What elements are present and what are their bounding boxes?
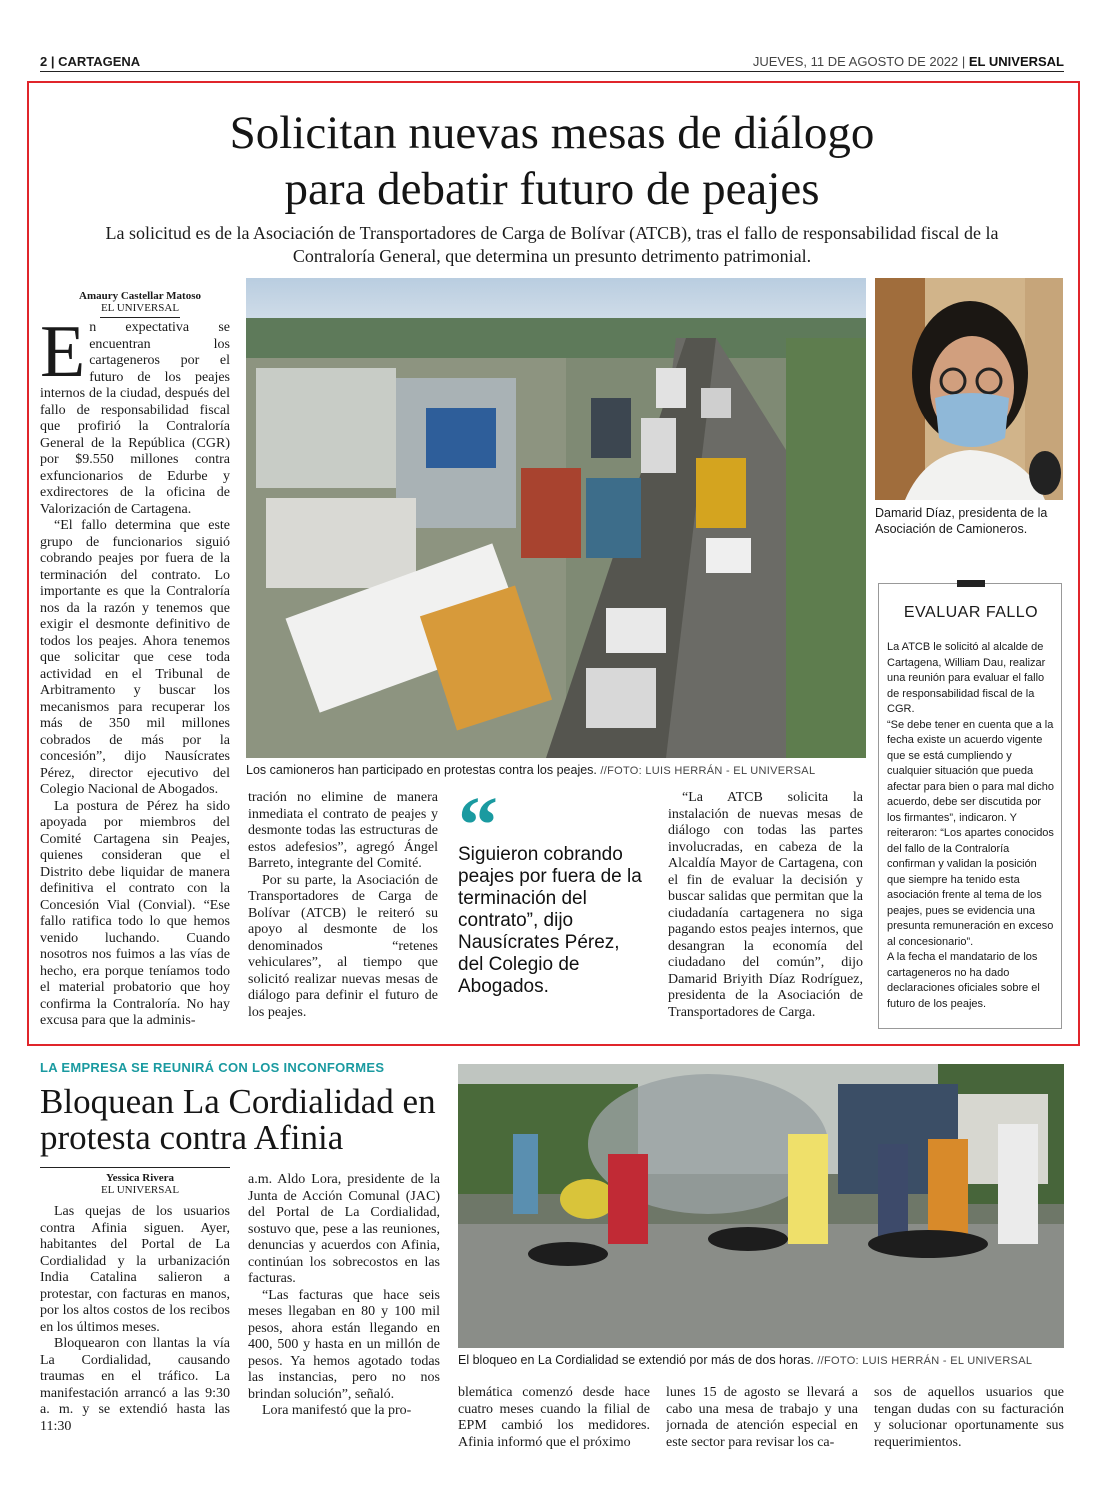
page-section: 2 | CARTAGENA [40,54,141,69]
sidebar-body [887,640,1057,1012]
issue-date: JUEVES, 11 DE AGOSTO DE 2022 | [752,54,966,69]
article2-column-4 [666,1385,858,1485]
a2-col2-paragraph-2: “Las facturas que hace seis meses llegaban en 80 y 100 mil pesos, ahora están llegando en 400, 500 y hasta en un millón de pesos. Ya hemos agotado todas las instancias, pero no nos brindan solución”, señaló. [248,1287,440,1402]
a2-col4-paragraph-1: lunes 15 de agosto se llevará a cabo una mesa de trabajo y una jornada de atención especial en este sector para revisar los ca- [666,1385,858,1450]
protest-photo-caption [458,1352,1064,1369]
article2-column-2 [248,1172,440,1484]
sidebar-paragraph-1: La ATCB le solicitó al alcalde de Cartagena, William Dau, realizar una reunión para evaluar el fallo de responsabilidad fiscal de la CGR. [887,641,1046,715]
sidebar-top-marker [957,580,985,587]
article2-byline-outlet: EL UNIVERSAL [100,1184,180,1196]
protest-photo-credit: //FOTO: LUIS HERRÁN - EL UNIVERSAL [817,1355,1033,1367]
byline-author: Amaury Castellar Matoso [79,290,201,302]
header-date-publication [753,54,1064,69]
sidebar-title: EVALUAR FALLO [903,604,1039,621]
sidebar-paragraph-2: “Se debe tener en cuenta que a la fecha existe un acuerdo vigente que se está cumpliendo y cualquier situación que pueda afectar para bien o para mal dicho acuerdo, debe ser discutida por los firmantes”, indicaron. Y reiteraron: “Los apartes conocidos del fallo de la Contraloría confirman y validan la posición que siempre ha tenido esta asociación frente al tema de los peajes, pues se evidencia una presunta remuneración en exceso al concesionario”. [887,718,1054,948]
a2-col1-paragraph-1: Las quejas de los usuarios contra Afinia siguen. Ayer, habitantes del Portal de La Cordialidad y la urbanización India Catalina salieron a protestar, con facturas en manos, por los altos costos de los recibos en los últimos meses. [40,1204,230,1335]
article-column-2 [248,790,438,1034]
article2-column-3 [458,1385,650,1485]
trucks-photo [246,278,866,758]
byline-outlet: EL UNIVERSAL [100,302,180,314]
article-column-1 [40,320,230,1032]
trucks-caption-text: Los camioneros han participado en protestas contra los peajes. [246,763,597,777]
col1-paragraph-3: La postura de Pérez ha sido apoyada por miembros del Comité Cartagena sin Peajes, quienes consideran que el Distrito debe liquidar de manera definitiva el contrato con la Concesión Vial (Convial). “Ese fallo ratifica todo lo que hemos venido luchando. Cuando nosotros nos fuimos a las vías de hecho, era porque teníamos todo el material probatorio que hoy confirma la Contraloría. No hay excusa para que la adminis- [40,798,230,1028]
article-headline [0,105,1104,217]
trucks-photo-caption [246,762,866,779]
article2-column-1 [40,1204,230,1484]
trucks-photo-credit: //FOTO: LUIS HERRÁN - EL UNIVERSAL [600,765,816,777]
publication-name: EL UNIVERSAL [968,54,1064,69]
a2-col1-paragraph-2: Bloquearon con llantas la vía La Cordialidad, causando traumas en el tráfico. La manifestación arrancó a las 9:30 a. m. y se extendió hasta las 11:30 [40,1336,230,1434]
byline-rule [100,317,180,318]
article2-byline-rule [40,1167,230,1168]
portrait-caption: Damarid Díaz, presidenta de la Asociación de Camioneros. [875,506,1048,536]
quote-mark-icon: “ [458,782,498,870]
col1-paragraph-2: “El fallo determina que este grupo de funcionarios siguió cobrando peajes por fuera de la terminación del contrato. Lo importante es que la Contraloría nos da la razón y tenemos que exigir el desmonte definitivo de todos los peajes. Ahora tenemos que solicitar que cese toda actividad en el Tribunal de Arbitramento y buscar los mecanismos para recuperar los más de 350 mil millones cobrados de más por la concesión”, dijo Nausícrates Pérez, director ejecutivo del Colegio Nacional de Abogados. [40,518,230,797]
col2-paragraph-1: tración no elimine de manera inmediata el contrato de peajes y desmonte todas las estructuras de estos adefesios”, agregó Ángel Barreto, integrante del Comité. [248,790,438,871]
portrait-photo [875,278,1063,500]
a2-col2-paragraph-3: Lora manifestó que la pro- [262,1403,412,1418]
a2-col3-paragraph-1: blemática comenzó desde hace cuatro meses cuando la filial de EPM cambió los medidores. Afinia informó que el próximo [458,1385,650,1450]
headline-line-2: para debatir futuro de peajes [284,163,820,215]
a2-col5-paragraph-1: sos de aquellos usuarios que tengan dudas con su facturación y solucionar oportunamente sus requerimientos. [874,1385,1064,1450]
a2-col2-paragraph-1: a.m. Aldo Lora, presidente de la Junta de Acción Comunal (JAC) del Portal de La Cordialidad, sostuvo que, pese a las reuniones, denuncias y acuerdos con Afinia, continúan los sobrecostos en las facturas. [248,1172,440,1286]
pull-quote: Siguieron cobrando peajes por fuera de la terminación del contrato”, dijo Nausícrates Pérez, del Colegio de Abogados. [458,844,642,997]
protest-photo [458,1064,1064,1348]
drop-cap: E [40,320,86,393]
article-deck: La solicitud es de la Asociación de Transportadores de Carga de Bolívar (ATCB), tras el fallo de responsabilidad fiscal de la Contraloría General, que determina un presunto detrimento patrimonial. [105,223,999,266]
headline-line-1: Solicitan nuevas mesas de diálogo [229,107,875,159]
col3-paragraph-1: “La ATCB solicita la instalación de nuevas mesas de diálogo con todas las partes involucradas, en cabeza de la Alcaldía Mayor de Cartagena, con el fin de evaluar la decisión y buscar salidas que permitan que la ciudadanía cartagenera no siga pagando estos peajes internos, que desangran la economía del ciudadano del común”, dijo Damarid Briyith Díaz Rodríguez, presidenta de la Asociación de Transportadores de Carga. [668,790,863,1020]
article-byline [40,290,240,314]
col2-paragraph-2: Por su parte, la Asociación de Transportadores de Carga de Bolívar (ATCB) le reiteró su apoyo al desmonte de los denominados “retenes vehiculares”, al tiempo que solicitó realizar nuevas mesas de diálogo para definir el futuro de los peajes. [248,872,438,1020]
protest-caption-text: El bloqueo en La Cordialidad se extendió por más de dos horas. [458,1353,814,1367]
article2-column-5 [874,1385,1064,1485]
sidebar-paragraph-3: A la fecha el mandatario de los cartageneros no ha dado declaraciones oficiales sobre el futuro de los peajes. [887,951,1040,1010]
article2-headline: Bloquean La Cordialidad en protesta contra Afinia [40,1082,436,1157]
sidebar-box [878,583,1062,1029]
article-column-3 [668,790,863,1034]
col1-paragraph-1: n expectativa se encuentran los cartageneros por el futuro de los peajes internos de la ciudad, después del fallo de responsabilidad fiscal que profirió la Contraloría General de la República (CGR) por $9.550 millones contra exfuncionarios de Edurbe y exdirectores de la oficina de Valorización de Cartagena. [40,320,230,517]
page-header [40,52,1064,72]
article2-kicker: LA EMPRESA SE REUNIRÁ CON LOS INCONFORMES [40,1060,385,1075]
article2-byline-author: Yessica Rivera [105,1172,175,1184]
article2-byline [40,1172,240,1196]
